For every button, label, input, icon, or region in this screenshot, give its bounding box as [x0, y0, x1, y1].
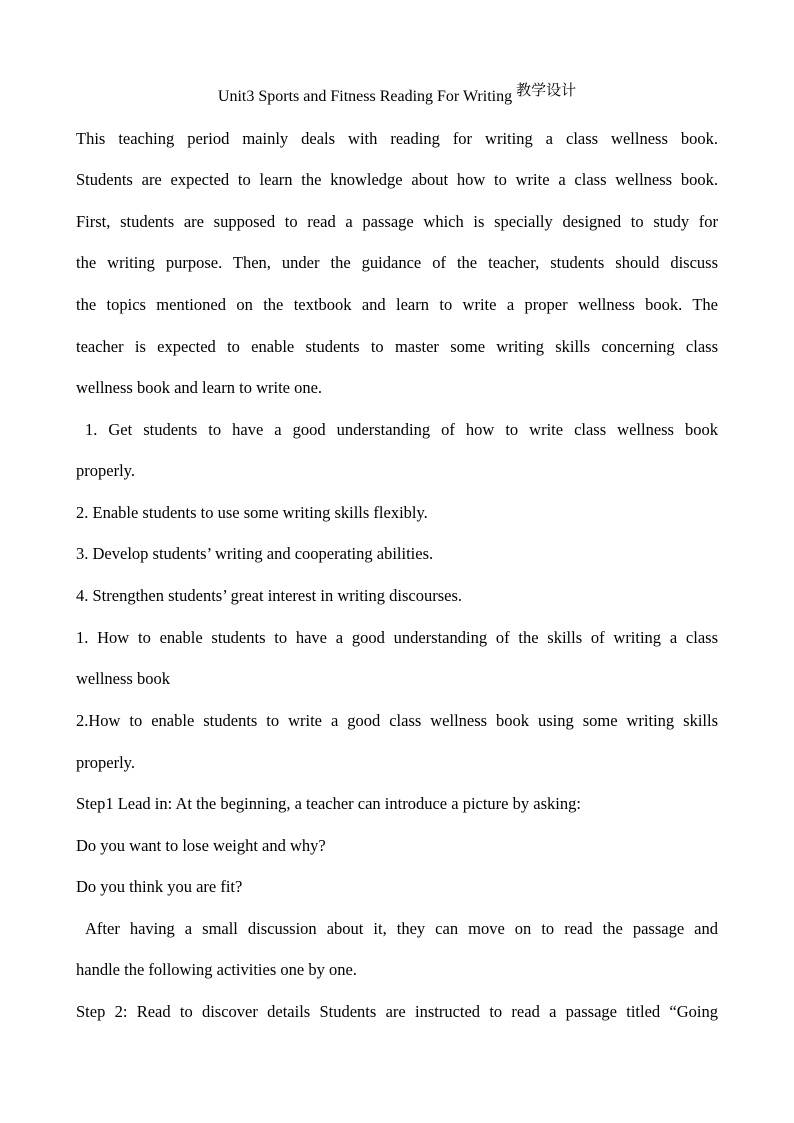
document-title — [0, 81, 794, 109]
step-heading: Step1 Lead in: At the beginning, a teacher can introduce a picture by asking: — [76, 794, 581, 813]
paragraph-line: the writing purpose. Then, under the guidance of the teacher, students should discuss — [76, 253, 718, 272]
objective-item: 3. Develop students’ writing and cooperating abilities. — [76, 544, 434, 563]
objective-item-continuation: properly. — [76, 461, 135, 480]
question-line: Do you think you are fit? — [76, 877, 243, 896]
paragraph-line: After having a small discussion about it, they can move on to read the passage and — [85, 919, 718, 938]
objective-item: 1. Get students to have a good understanding of how to write class wellness book — [85, 420, 718, 439]
paragraph-line: This teaching period mainly deals with reading for writing a class wellness book. — [76, 129, 718, 148]
title-chinese-text: 教学设计 — [516, 81, 577, 99]
question-line: Do you want to lose weight and why? — [76, 836, 326, 855]
paragraph-line: handle the following activities one by one. — [76, 960, 357, 979]
title-text: Unit3 Sports and Fitness Reading For Writing — [217, 88, 513, 105]
key-point-item: 1. How to enable students to have a good understanding of the skills of writing a class — [76, 628, 718, 647]
paragraph-line: the topics mentioned on the textbook and learn to write a proper wellness book. The — [76, 295, 718, 314]
paragraph-line: teacher is expected to enable students to master some writing skills concerning class — [76, 337, 718, 356]
key-point-item: 2.How to enable students to write a good class wellness book using some writing skills — [76, 711, 718, 730]
paragraph-line: First, students are supposed to read a passage which is specially designed to study for — [76, 212, 718, 231]
paragraph-line: Students are expected to learn the knowledge about how to write a class wellness book. — [76, 170, 718, 189]
objective-item: 2. Enable students to use some writing skills flexibly. — [76, 503, 428, 522]
objective-item: 4. Strengthen students’ great interest in writing discourses. — [76, 586, 462, 605]
step-heading: Step 2: Read to discover details Students are instructed to read a passage titled “Going — [76, 1002, 718, 1021]
key-point-item-continuation: properly. — [76, 753, 135, 772]
paragraph-line: wellness book and learn to write one. — [76, 378, 323, 397]
key-point-item-continuation: wellness book — [76, 669, 170, 688]
